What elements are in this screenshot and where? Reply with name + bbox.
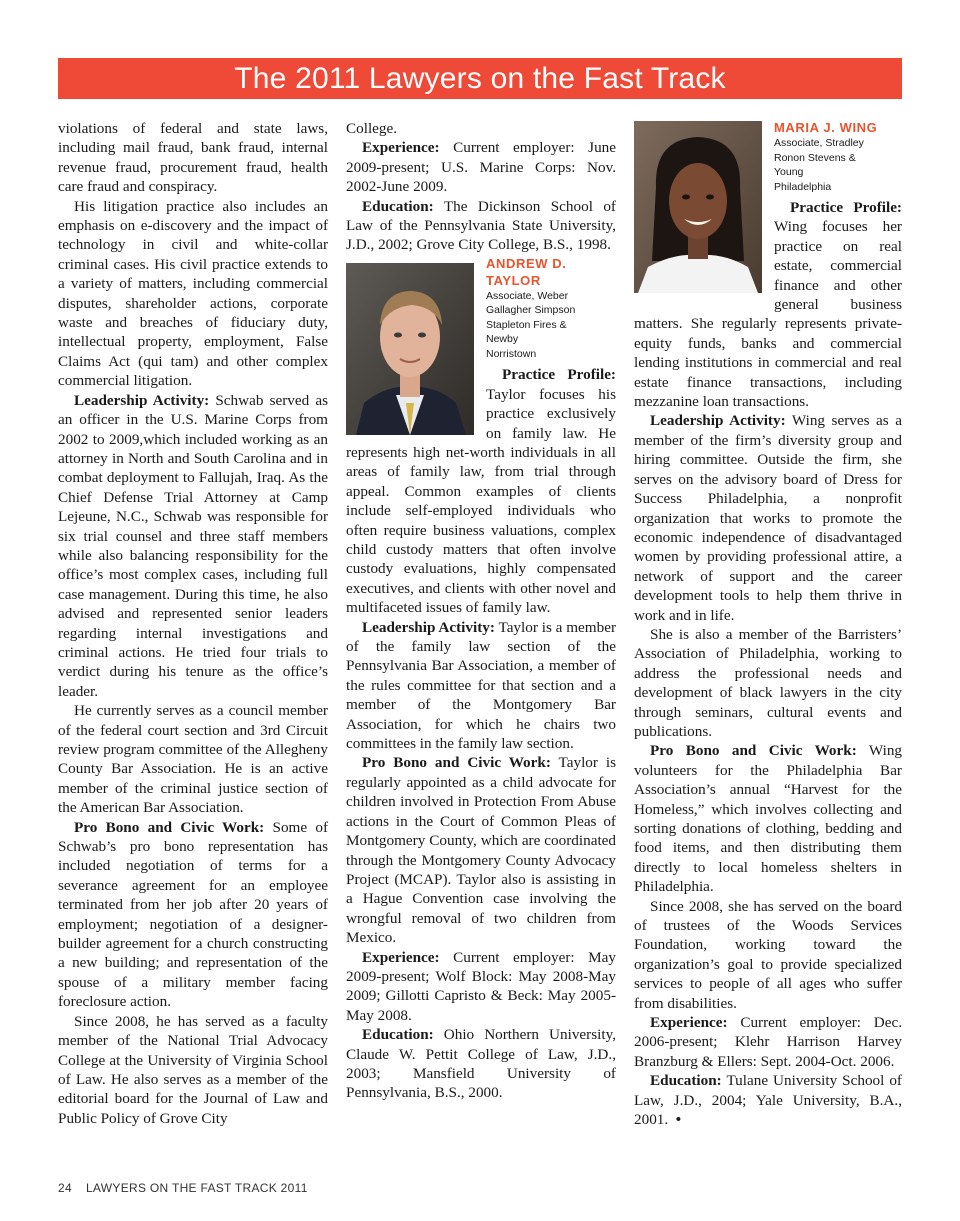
paragraph-text: Ohio Northern University, Claude W. Pettit College of Law, J.D., 2003; Mansfield University of Pennsylvania, B.S., 2000. [346, 1026, 616, 1102]
profile-name: MARIA J. WING [774, 120, 878, 135]
section-label: Experience: [362, 139, 440, 157]
end-mark: • [675, 1111, 682, 1129]
portrait-photo-andrew-taylor [346, 263, 474, 435]
portrait-photo-maria-wing [634, 121, 762, 293]
paragraph [346, 753, 616, 947]
paragraph: violations of federal and state laws, including mail fraud, bank fraud, internal revenue fraud, procurement fraud, health care fraud and conspiracy. [58, 120, 328, 196]
section-label: Experience: [650, 1014, 728, 1032]
firm-line: Ronon Stevens & [774, 151, 856, 164]
firm-line: Associate, Stradley [774, 137, 864, 149]
firm-line: Young [774, 166, 804, 178]
section-label: Leadership Activity: [74, 391, 210, 409]
section-label: Leadership Activity: [650, 412, 786, 430]
paragraph: Since 2008, she has served on the board of trustees of the Woods Services Foundation, working toward the organization’s goal to provide specialized services to people of all ages who suffer from disabilities. [634, 897, 902, 1012]
section-label: Pro Bono and Civic Work: [74, 818, 265, 836]
paragraph: College. [346, 120, 398, 137]
section-label: Experience: [362, 948, 440, 966]
profile-name: ANDREW D. TAYLOR [486, 255, 567, 288]
paragraph [634, 1013, 902, 1071]
paragraph-text: Some of Schwab’s pro bono representation has included negotiation of terms for a severance agreement for an employee terminated from her job after 20 years of employment; negotiation of a designer-builder agreement for a church constructing a new building; and representation of the spouse of a military member facing foreclosure action. [58, 818, 328, 1011]
section-label: Practice Profile: [790, 199, 902, 216]
paragraph-text: Tulane University School of Law, J.D., 2004; Yale University, B.A., 2001. [634, 1072, 902, 1129]
paragraph-text: Current employer: June 2009-present; U.S. Marine Corps: Nov. 2002-June 2009. [346, 139, 616, 196]
paragraph [634, 741, 902, 896]
paragraph: He currently serves as a council member of the federal court section and 3rd Circuit review program committee of the Allegheny County Bar Association. He is an active member of the criminal justice section of the American Bar Association. [58, 702, 328, 817]
paragraph [346, 197, 616, 255]
paragraph-text: Wing serves as a member of the firm’s diversity group and hiring committee. Outside the firm, she serves on the advisory board of Dress for Success Philadelphia, a nonprofit organization that works to promote the economic independence of disadvantaged women by providing professional attire, a network of support and the career development tools to help them thrive in work and in life. [634, 412, 902, 624]
paragraph [58, 818, 328, 1012]
section-label: Pro Bono and Civic Work: [650, 742, 857, 760]
article-column-2 [346, 119, 616, 1103]
section-label: Education: [362, 197, 434, 215]
section-label: Education: [362, 1026, 434, 1044]
publication-name: LAWYERS ON THE FAST TRACK 2011 [85, 1181, 308, 1195]
firm-line: Stapleton Fires & [486, 318, 567, 331]
firm-line: Newby [486, 333, 519, 346]
firm-line: Norristown [486, 347, 537, 360]
paragraph-text: The Dickinson School of Law of the Pennsylvania State University, J.D., 2002; Grove City College, B.S., 1998. [346, 197, 616, 254]
paragraph-text: Wing focuses her practice on real estate, commercial finance and other general business matters. She regularly represents private-equity funds, banks and commercial lending institutions in commercial and real estate finance transactions, including mezzanine loan transactions. [634, 218, 902, 411]
page-footer [58, 1181, 308, 1195]
profile-andrew-taylor [346, 255, 616, 618]
paragraph-text: Current employer: Dec. 2006-present; Klehr Harrison Harvey Branzburg & Ellers: Sept. 2004-Oct. 2006. [634, 1014, 902, 1070]
paragraph [634, 1071, 902, 1129]
paragraph [346, 948, 616, 1026]
paragraph-text: Taylor focuses his practice exclusively on family law. He represents high net-worth individuals in all areas of family law, from trial through appeal. Common examples of clients include self-employed individuals who often require business valuations, complex child custody matters that often involve custody evaluations, highly compensated executives, and clients with other novel and multifaceted issues of family law. [346, 385, 616, 617]
paragraph-text: Taylor is a member of the family law section of the Pennsylvania Bar Association, a member of the rules committee for that section and a member of the Montgomery Bar Association, for which he chairs two committees in the family law section. [346, 618, 616, 753]
paragraph-text: Taylor is regularly appointed as a child advocate for children involved in Protection From Abuse actions in the Court of Common Pleas of Montgomery County, which are coordinated through the Montgomery County Advocacy Project (MCAP). Taylor also is assisting in a Hague Convention case involving the wrongful removal of two children from Mexico. [346, 754, 616, 947]
section-label: Practice Profile: [502, 366, 616, 384]
article-column-1 [58, 119, 328, 1128]
firm-line: Gallagher Simpson [486, 304, 576, 317]
paragraph-text: Schwab served as an officer in the U.S. Marine Corps from 2002 to 2009,which included working as an attorney in North and South Carolina and in combat deployment to Fallujah, Iraq. As the Chief Defense Trial Attorney at Camp Lejeune, N.C., Schwab was responsible for six trial counsel and three staff members while also balancing responsibility for the office’s most complex cases, including full case management. During this time, he also advised and represented senior leaders regarding internal investigations and criminal actions. He tried four trials to verdict during his tenure as the office’s leader. [58, 391, 328, 700]
page-title-banner: The 2011 Lawyers on the Fast Track [58, 58, 902, 99]
firm-line: Associate, Weber [486, 289, 569, 302]
section-label: Pro Bono and Civic Work: [362, 754, 551, 772]
paragraph [58, 391, 328, 702]
paragraph [346, 618, 616, 754]
section-label: Education: [650, 1072, 722, 1090]
paragraph-text: Wing volunteers for the Philadelphia Bar Association’s annual “Harvest for the Homeless,” which involves collecting and sorting donations of clothing, bedding and food items, and then distributing them directly to local homeless shelters in Philadelphia. [634, 742, 903, 896]
paragraph: Since 2008, he has served as a faculty member of the National Trial Advocacy College at the University of Virginia School of Law. He also serves as a member of the editorial board for the Journal of Law and Public Policy of Grove City [58, 1012, 328, 1127]
paragraph [346, 138, 616, 196]
paragraph: She is also a member of the Barristers’ Association of Philadelphia, working to address the professional needs and development of black lawyers in the city through seminars, cultural events and publications. [634, 625, 902, 740]
paragraph: His litigation practice also includes an emphasis on e-discovery and the impact of technology in civil and white-collar criminal cases. His civil practice extends to a variety of matters, including commercial disputes, shareholder actions, corporate waste and breaches of fiduciary duty, intellectual property, employment, False Claims Act (qui tam) and other complex commercial litigation. [58, 197, 328, 390]
paragraph [346, 1025, 616, 1103]
article-column-3 [634, 119, 902, 1130]
section-label: Leadership Activity: [362, 618, 495, 636]
paragraph [634, 411, 902, 624]
page-number: 24 [58, 1181, 72, 1195]
paragraph-text: Current employer: May 2009-present; Wolf Block: May 2008-May 2009; Gillotti Capristo & Beck: May 2005-May 2008. [346, 948, 616, 1024]
profile-maria-wing [634, 119, 902, 411]
firm-line: Philadelphia [774, 180, 832, 193]
